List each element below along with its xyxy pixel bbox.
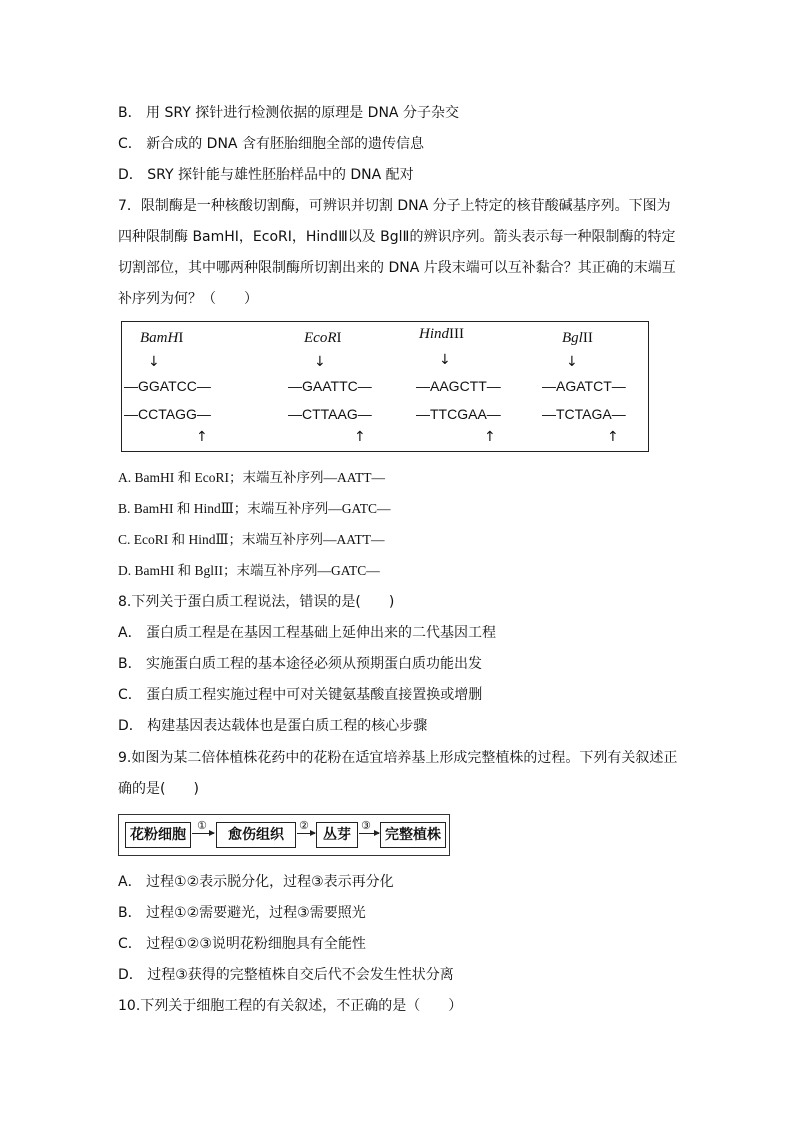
cut-arrow-up-icon: ↑: [484, 429, 496, 445]
cut-arrow-up-icon: ↑: [196, 429, 208, 445]
bamhi-top-strand: —GGATCC—: [124, 378, 211, 394]
q7-stem-line-2: 四种限制酶 BamHI，EcoRI，HindⅢ以及 BglⅡ的辨识序列。箭头表示每一种限制酶的特定: [118, 229, 676, 245]
q7-stem-line-4: 补序列为何？（ ）: [118, 291, 258, 307]
enzyme-name-roman: III: [449, 326, 464, 342]
flow-arrow-icon: [297, 833, 315, 834]
q8-option-a: A． 蛋白质工程是在基因工程基础上延伸出来的二代基因工程: [118, 625, 497, 641]
enzyme-name-ecori: [304, 330, 341, 347]
flow-label-3: ③: [361, 819, 371, 832]
cut-arrow-up-icon: ↑: [607, 429, 619, 445]
ecori-top-strand: —GAATTC—: [288, 378, 372, 394]
bamhi-bottom-strand: —CCTAGG—: [124, 406, 211, 422]
cut-arrow-up-icon: ↑: [354, 429, 366, 445]
enzyme-name-roman: II: [582, 330, 593, 346]
q7-option-a: A. BamHI 和 EcoRI；末端互补序列—AATT—: [118, 470, 385, 485]
enzyme-name-roman: I: [178, 330, 184, 346]
flow-arrow-icon: [359, 833, 379, 834]
bglii-bottom-strand: —TCTAGA—: [542, 406, 626, 422]
q9-stem-line-1: 9.如图为某二倍体植株花药中的花粉在适宜培养基上形成完整植株的过程。下列有关叙述正: [118, 750, 678, 766]
enzyme-name-italic: Hind: [419, 326, 449, 342]
q6-option-d: D． SRY 探针能与雄性胚胎样品中的 DNA 配对: [118, 167, 414, 183]
enzyme-name-bamhi: [140, 330, 183, 347]
q6-option-c: C． 新合成的 DNA 含有胚胎细胞全部的遗传信息: [118, 136, 424, 152]
q7-option-d: D. BamHI 和 BglII；末端互补序列—GATC—: [118, 563, 380, 578]
enzyme-name-italic: BamH: [140, 330, 179, 346]
pollen-culture-flowchart: [118, 814, 450, 856]
cut-arrow-down-icon: ↓: [148, 354, 160, 370]
flow-step-pollen-cell: 花粉细胞: [125, 822, 191, 848]
q6-option-b: B． 用 SRY 探针进行检测依据的原理是 DNA 分子杂交: [118, 105, 459, 121]
enzyme-name-roman: I: [336, 330, 342, 346]
q7-stem-line-3: 切割部位，其中哪两种限制酶所切割出来的 DNA 片段末端可以互补黏合？其正确的末端互: [118, 260, 676, 276]
enzyme-name-italic: Bgl: [562, 330, 583, 346]
flow-step-cluster-buds: 丛芽: [316, 822, 358, 848]
flow-step-whole-plant: 完整植株: [380, 822, 446, 848]
q9-option-b: B． 过程①②需要避光，过程③需要照光: [118, 905, 366, 921]
q9-option-a: A． 过程①②表示脱分化，过程③表示再分化: [118, 874, 394, 890]
restriction-enzyme-figure: [121, 321, 649, 452]
q8-option-b: B． 实施蛋白质工程的基本途径必须从预期蛋白质功能出发: [118, 656, 483, 672]
ecori-bottom-strand: —CTTAAG—: [288, 406, 372, 422]
q9-option-c: C． 过程①②③说明花粉细胞具有全能性: [118, 936, 366, 952]
enzyme-name-hindiii: [419, 326, 464, 343]
q9-option-d: D． 过程③获得的完整植株自交后代不会发生性状分离: [118, 967, 454, 983]
q8-stem: 8.下列关于蛋白质工程说法，错误的是( ): [118, 594, 395, 610]
q7-option-b: B. BamHI 和 HindⅢ；末端互补序列—GATC—: [118, 501, 391, 516]
enzyme-name-bglii: [562, 330, 593, 347]
q8-option-c: C． 蛋白质工程实施过程中可对关键氨基酸直接置换或增删: [118, 687, 483, 703]
hindiii-top-strand: —AAGCTT—: [416, 378, 501, 394]
cut-arrow-down-icon: ↓: [314, 354, 326, 370]
q9-stem-line-2: 确的是( ): [118, 781, 199, 797]
flow-label-2: ②: [299, 819, 309, 832]
q8-option-d: D． 构建基因表达载体也是蛋白质工程的核心步骤: [118, 718, 428, 734]
cut-arrow-down-icon: ↓: [566, 354, 578, 370]
cut-arrow-down-icon: ↓: [439, 352, 451, 368]
q10-stem: 10.下列关于细胞工程的有关叙述，不正确的是（ ）: [118, 998, 463, 1014]
flow-arrow-icon: [192, 833, 214, 834]
hindiii-bottom-strand: —TTCGAA—: [416, 406, 501, 422]
q7-option-c: C. EcoRI 和 HindⅢ；末端互补序列—AATT—: [118, 532, 385, 547]
q7-stem-line-1: 7．限制酶是一种核酸切割酶，可辨识并切割 DNA 分子上特定的核苷酸碱基序列。下图为: [118, 198, 671, 214]
flow-label-1: ①: [197, 819, 207, 832]
enzyme-name-italic: EcoR: [304, 330, 337, 346]
bglii-top-strand: —AGATCT—: [542, 378, 626, 394]
flow-step-callus: 愈伤组织: [216, 822, 296, 848]
